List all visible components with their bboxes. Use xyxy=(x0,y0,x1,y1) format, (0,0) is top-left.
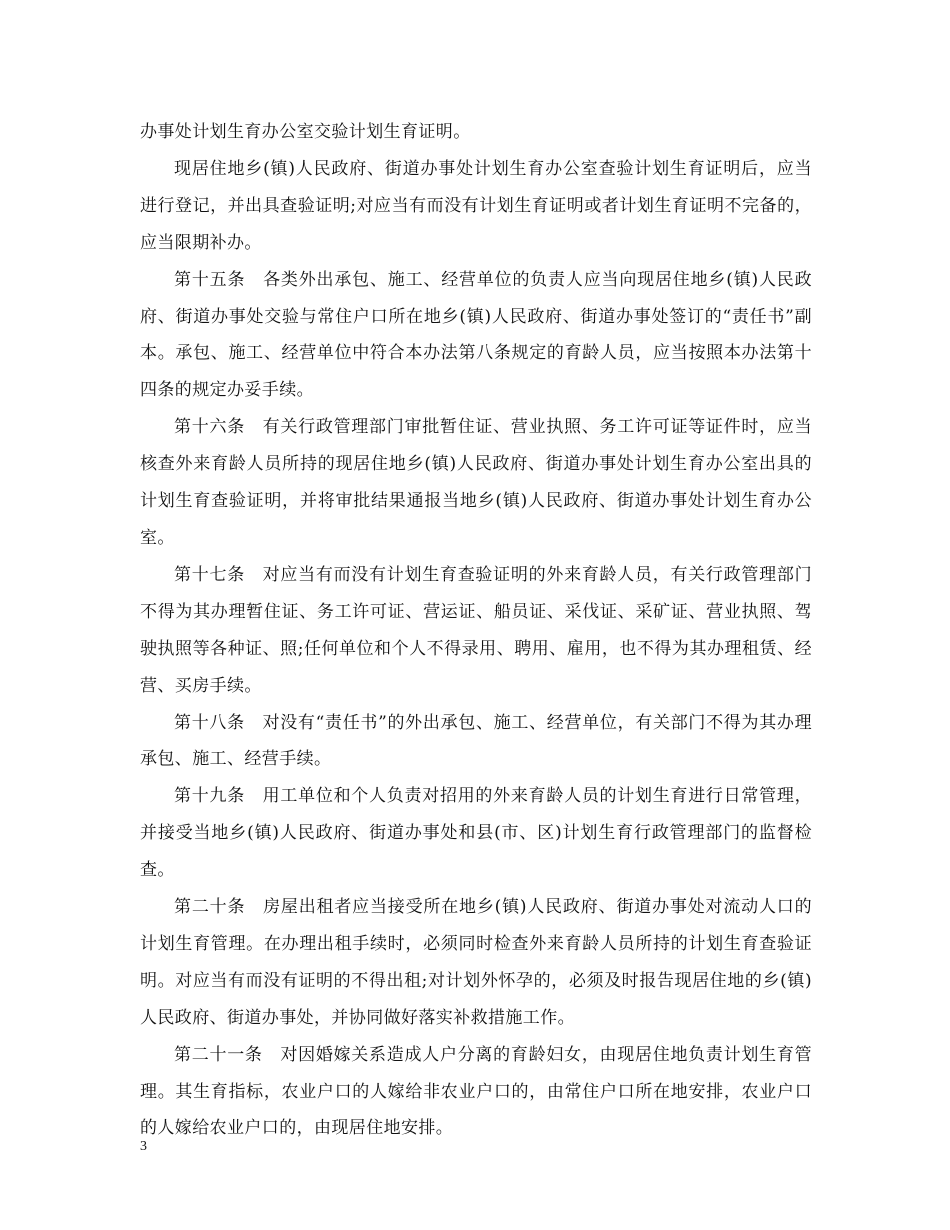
page-number: 3 xyxy=(140,1139,147,1154)
paragraph-continuation: 办事处计划生育办公室交验计划生育证明。 xyxy=(140,122,471,142)
document-body xyxy=(140,114,812,1147)
paragraph-article-15: 第十五条 各类外出承包、施工、经营单位的负责人应当向现居住地乡(镇)人民政府、街道办事处交验与常住户口所在地乡(镇)人民政府、街道办事处签订的“责任书”副本。承包、施工、经营单位中符合本办法第八条规定的育龄人员，应当按照本办法第十四条的规定办妥手续。 xyxy=(140,269,812,401)
paragraph-verification-registration: 现居住地乡(镇)人民政府、街道办事处计划生育办公室查验计划生育证明后，应当进行登记，并出具查验证明;对应当有而没有计划生育证明或者计划生育证明不完备的，应当限期补办。 xyxy=(140,158,812,253)
paragraph-article-21: 第二十一条 对因婚嫁关系造成人户分离的育龄妇女，由现居住地负责计划生育管理。其生育指标，农业户口的人嫁给非农业户口的，由常住户口所在地安排，农业户口的人嫁给农业户口的，由现居住地安排。 xyxy=(140,1044,812,1139)
paragraph-article-16: 第十六条 有关行政管理部门审批暂住证、营业执照、务工许可证等证件时，应当核查外来育龄人员所持的现居住地乡(镇)人民政府、街道办事处计划生育办公室出具的计划生育查验证明，并将审批结果通报当地乡(镇)人民政府、街道办事处计划生育办公室。 xyxy=(140,417,812,548)
paragraph-article-19: 第十九条 用工单位和个人负责对招用的外来育龄人员的计划生育进行日常管理，并接受当地乡(镇)人民政府、街道办事处和县(市、区)计划生育行政管理部门的监督检查。 xyxy=(140,786,812,881)
paragraph-article-18: 第十八条 对没有“责任书”的外出承包、施工、经营单位，有关部门不得为其办理承包、施工、经营手续。 xyxy=(140,712,812,770)
paragraph-article-20: 第二十条 房屋出租者应当接受所在地乡(镇)人民政府、街道办事处对流动人口的计划生育管理。在办理出租手续时，必须同时检查外来育龄人员所持的计划生育查验证明。对应当有而没有证明的不得出租;对计划外怀孕的，必须及时报告现居住地的乡(镇)人民政府、街道办事处，并协同做好落实补救措施工作。 xyxy=(140,897,812,1028)
paragraph-article-17: 第十七条 对应当有而没有计划生育查验证明的外来育龄人员，有关行政管理部门不得为其办理暂住证、务工许可证、营运证、船员证、采伐证、采矿证、营业执照、驾驶执照等各种证、照;任何单位和个人不得录用、聘用、雇用，也不得为其办理租赁、经营、买房手续。 xyxy=(140,564,812,696)
